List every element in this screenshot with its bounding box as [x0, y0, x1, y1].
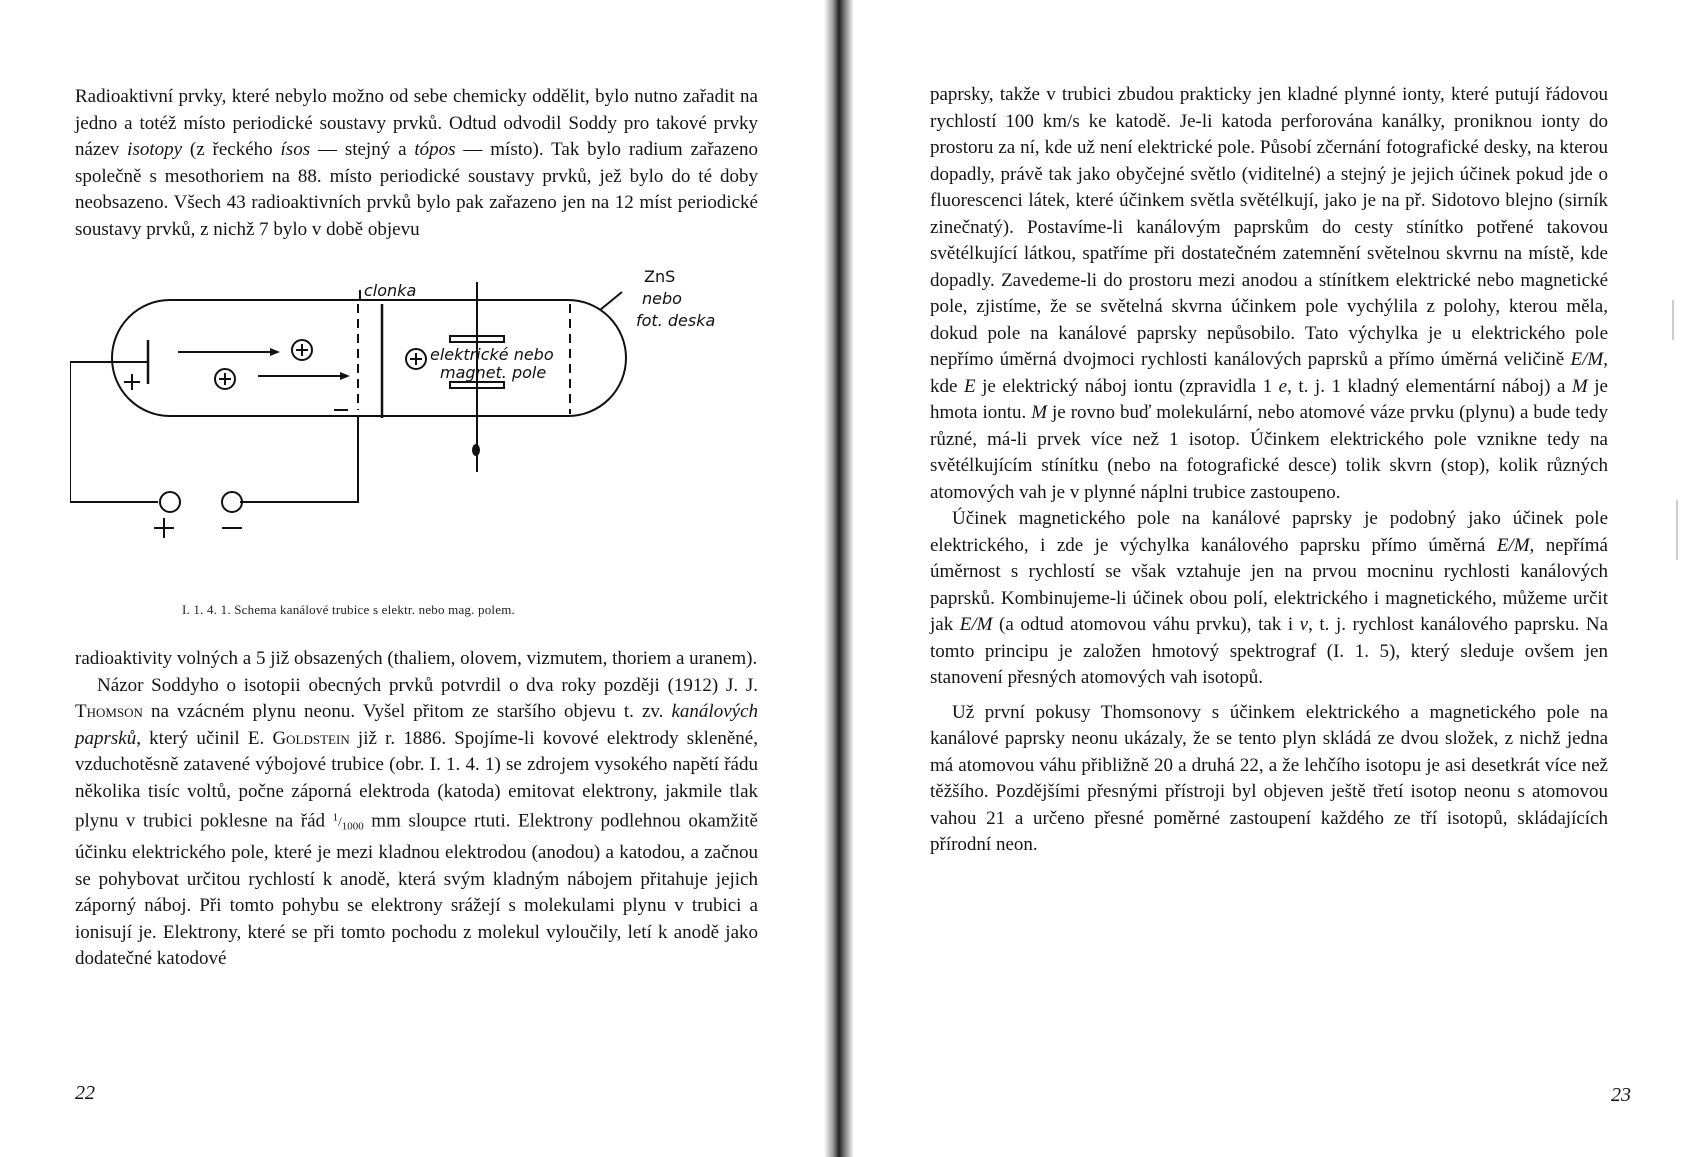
book-gutter — [824, 0, 854, 1157]
text-run: Radioaktivní prvky, které nebylo možno od sebe chemicky oddělit, bylo nutno zařadit na jedno a totéž místo periodické soustavy prvků. Odtud odvodil Soddy pro takové prvky název — [75, 86, 758, 160]
name-goldstein: Goldstein — [272, 727, 350, 749]
label-field-1: elektrické nebo — [430, 345, 554, 364]
left-text-bottom — [75, 646, 758, 973]
term-isos: ísos — [280, 139, 311, 160]
right-text — [930, 82, 1608, 859]
paragraph — [930, 506, 1608, 692]
text-run: , t. j. 1 kladný elementární náboj) a — [1287, 375, 1572, 397]
zns-leader — [600, 292, 622, 310]
text-run: , t. j. rychlost kanálového paprsku. Na tomto principu je založen hmotový spektrograf (I. 1. 5), který sleduje ovšem jen stanovení přesných atomových vah isotopů. — [930, 614, 1609, 688]
text-run: již r. 1886. Spojíme-li kovové elektrody skleněné, vzduchotěsně zatavené výbojové trubice (obr. I. 1. 4. 1) se zdrojem vysokého napětí řádu několika tisíc voltů, počne záporná elektroda (katoda) emitovat elektrony, jakmile tlak plynu v trubici poklesne na řád — [75, 727, 758, 832]
fraction: $^1/_{1000}$ — [332, 812, 364, 833]
label-clonka: clonka — [364, 281, 417, 300]
scan-margin-mark — [1676, 500, 1678, 560]
symbol-e: E — [963, 375, 976, 397]
name-thomson: Thomson — [75, 701, 143, 722]
symbol-m: M — [1571, 375, 1588, 397]
label-nebo: nebo — [642, 289, 682, 308]
left-text-top — [75, 84, 758, 243]
paragraph: radioaktivity volných a 5 již obsazených (thaliem, olovem, vizmutem, thoriem a uranem). — [75, 648, 758, 669]
paragraph: Už první pokusy Thomsonovy s účinkem elektrického a magnetického pole na kanálové paprsky neonu ukázaly, že se tento plyn skládá ze dvou složek, z nichž jedna má atomovou váhu přibližně 20 a druhá 22, a že lehčího isotopu je asi desetkrát více než těžšího. Pozdějšími přesnými přístroji byl objeven ještě třetí isotop neonu s atomovou vahou 21 a určeno přesné poměrné zastoupení každého ze tří isotopů, skládajících přírodní neon. — [930, 701, 1608, 855]
ratio-em: E/M — [1496, 534, 1530, 556]
anode-wire — [70, 362, 158, 502]
text-run: (a odtud atomovou váhu prvku), tak i — [992, 614, 1300, 635]
symbol-m: M — [1031, 402, 1048, 423]
text-run: , kde — [930, 349, 1608, 397]
paragraph — [75, 673, 758, 973]
symbol-v: v — [1299, 614, 1309, 635]
term-isotopy: isotopy — [127, 139, 183, 160]
paragraph — [930, 82, 1608, 506]
text-run: Účinek magnetického pole na kanálové paprsky je podobný jako účinek pole elektrického, i zde je výchylka kanálového paprsku přímo úměrná — [930, 508, 1608, 556]
text-run: , který učinil E. — [136, 727, 273, 749]
page-number-right: 23 — [1611, 1084, 1631, 1106]
symbol-e-small: e — [1278, 375, 1288, 397]
label-zns: ZnS — [644, 267, 676, 286]
figure-caption: I. 1. 4. 1. Schema kanálové trubice s elektr. nebo mag. polem. — [182, 602, 515, 617]
text-run: na vzácném plynu neonu. Vyšel přitom ze staršího objevu t. zv. — [142, 701, 672, 722]
paragraph — [75, 84, 758, 243]
text-run: je hmota iontu. — [930, 375, 1608, 423]
text-run: je elektrický náboj iontu (zpravidla 1 — [975, 375, 1279, 397]
text-run: — místo). Tak bylo radium zařazeno společně s mesothoriem na 88. místo periodické soustavy prvků, jež bylo do té doby neobsazeno. Všech 43 radioaktivních prvků bylo pak zařazeno jen na 12 míst periodické soustavy prvků, z nichž 7 bylo v době objevu — [75, 139, 758, 240]
figure-canal-tube — [70, 267, 770, 582]
text-run: Názor Soddyho o isotopii obecných prvků potvrdil o dva roky později (1912) J. J. — [97, 674, 758, 696]
term-topos: tópos — [414, 139, 456, 160]
fraction-numerator: 1 — [332, 812, 339, 824]
ratio-em: E/M — [1570, 349, 1604, 370]
text-run: (z řeckého — [182, 139, 281, 160]
page-number-left: 22 — [75, 1082, 95, 1104]
fraction-denominator: 1000 — [341, 820, 364, 833]
left-page — [0, 0, 832, 1157]
scan-margin-mark — [1672, 300, 1674, 340]
text-run: mm sloupce rtuti. Elektrony podlehnou okamžitě účinku elektrického pole, které je mezi kladnou elektrodou (anodou) a katodou, a začnou se pohybovat určitou rychlostí k anodě, která svým kladným nábojem přitahuje jejich záporný náboj. Při tomto pohybu se elektrony srážejí s molekulami plynu v trubici a ionisují je. Elektrony, které se při tomto pochodu z molekul vyloučily, letí k anodě jako dodatečné katodové — [75, 810, 758, 970]
label-field-2: magnet. pole — [440, 363, 547, 382]
text-run: je rovno buď molekulární, nebo atomové váze prvku (plynu) a bude tedy různé, má-li prvek více než 1 isotop. Účinkem elektrického pole vznikne tedy na světélkujícím stínítku (nebo na fotografické desce) tolik skvrn (stop), kolik různých atomových vah je v plynné náplni trubice zastoupeno. — [930, 402, 1608, 503]
ratio-em: E/M — [959, 614, 993, 635]
text-run: , nepřímá úměrnost s rychlostí se však vztahuje jen na prvou mocninu rychlosti kanálových paprsků. Kombinujeme-li účinek obou polí, elektrického i magnetického, můžeme určit jak — [930, 534, 1608, 635]
text-run: — stejný a — [310, 139, 415, 160]
arrowhead-1 — [270, 348, 280, 356]
text-run: paprsky, takže v trubici zbudou prakticky jen kladné plynné ionty, které putují řádovou rychlostí 100 km/s ke katodě. Je-li katoda perforována kanálky, proniknou ionty do prostoru za ní, kde už není elektrické pole. Působí zčernání fotografické desky, na kterou dopadly, právě tak jako obyčejné světlo (viditelné) a stejný je jejich účinek pokud jde o fluorescenci látek, které účinkem světla světélkují, jako je na př. Sidotovo blejno (sirník zinečnatý). Postavíme-li kanálovým paprskům do cesty stínítko potřené takovou světélkující látkou, spatříme při dostatečném zatemnění světelnou skvrnu na místě, kde dopadly. Zavedeme-li do prostoru mezi anodou a stínítkem elektrické nebo magnetické pole, zjistíme, že se světelná skvrna účinkem pole vychýlila z polohy, kterou měla, dokud pole na kanálové paprsky nepůsobilo. Tato výchylka je u elektrického pole nepřímo úměrná dvojmoci rychlosti kanálových paprsků a přímo úměrná veličině — [930, 84, 1608, 370]
label-fot-deska: fot. deska — [636, 311, 716, 330]
field-terminal — [472, 444, 480, 456]
term-kanalovych-paprsku: kanálových paprsků — [75, 701, 758, 749]
arrowhead-2 — [340, 372, 350, 380]
terminal-minus — [222, 492, 242, 512]
terminal-plus — [160, 492, 180, 512]
cathode-wire — [240, 416, 358, 502]
